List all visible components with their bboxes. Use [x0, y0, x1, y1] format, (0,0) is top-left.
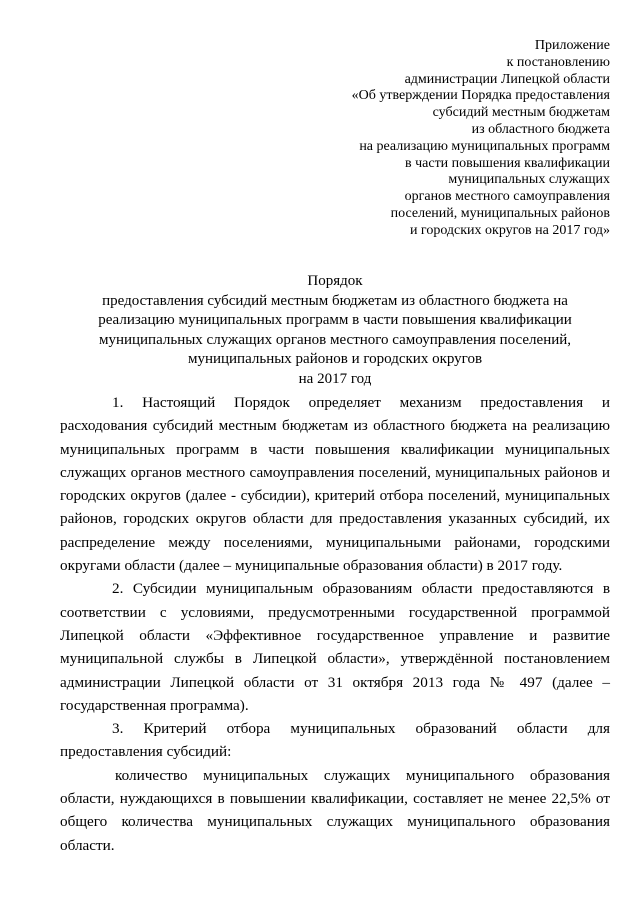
- appendix-header: [352, 38, 610, 240]
- appendix-line: субсидий местным бюджетам: [432, 105, 610, 121]
- appendix-line: администрации Липецкой области: [404, 71, 610, 87]
- title-line: муниципальных районов и городских округов: [187, 351, 483, 367]
- title-line: Порядок: [307, 273, 363, 289]
- appendix-line: поселений, муниципальных районов: [390, 205, 610, 221]
- paragraph-1: 1. Настоящий Порядок определяет механизм предоставления и расходования субсидий местным бюджетам из областного бюджета на реализацию муниципальных программ в части повышения квалификации муниципальных служащих органов местного самоуправления поселений, муниципальных районов и городских округов (далее - субсидии), критерий отбора поселений, муниципальных районов, городских округов области для предоставления указанных субсидий, их распределение между поселениями, муниципальными районами, городскими округами области (далее – муниципальные образования области) в 2017 году.: [60, 394, 610, 575]
- title-line: на 2017 год: [298, 370, 372, 387]
- appendix-line: из областного бюджета: [471, 121, 610, 137]
- appendix-line: муниципальных служащих: [448, 172, 610, 188]
- title-line: муниципальных служащих органов местного самоуправления поселений,: [98, 331, 572, 348]
- appendix-line: к постановлению: [506, 54, 610, 70]
- appendix-line: на реализацию муниципальных программ: [359, 138, 610, 154]
- appendix-line: «Об утверждении Порядка предоставления: [351, 88, 610, 104]
- title-line: предоставления субсидий местным бюджетам из областного бюджета на: [102, 292, 568, 309]
- appendix-line: в части повышения квалификации: [404, 155, 610, 171]
- appendix-line: и городских округов на 2017 год»: [409, 222, 610, 238]
- document-title: [60, 272, 610, 389]
- paragraph-criterion: количество муниципальных служащих муниципального образования области, нуждающихся в повышении квалификации, составляет не менее 22,5% от общего количества муниципальных служащих муниципального образования области.: [60, 766, 610, 854]
- document-body: [60, 391, 610, 857]
- appendix-line: органов местного самоуправления: [404, 189, 610, 205]
- paragraph-2: 2. Субсидии муниципальным образованиям области предоставляются в соответствии с условиями, предусмотренными государственной программой Липецкой области «Эффективное государственное управление и развитие муниципальной службы в Липецкой области», утверждённой постановлением администрации Липецкой области от 31 октября 2013 года № 497 (далее – государственная программа).: [60, 580, 610, 714]
- paragraph-3: 3. Критерий отбора муниципальных образований области для предоставления субсидий:: [60, 720, 610, 761]
- title-line: реализацию муниципальных программ в части повышения квалификации: [98, 312, 572, 328]
- appendix-line: Приложение: [534, 38, 610, 53]
